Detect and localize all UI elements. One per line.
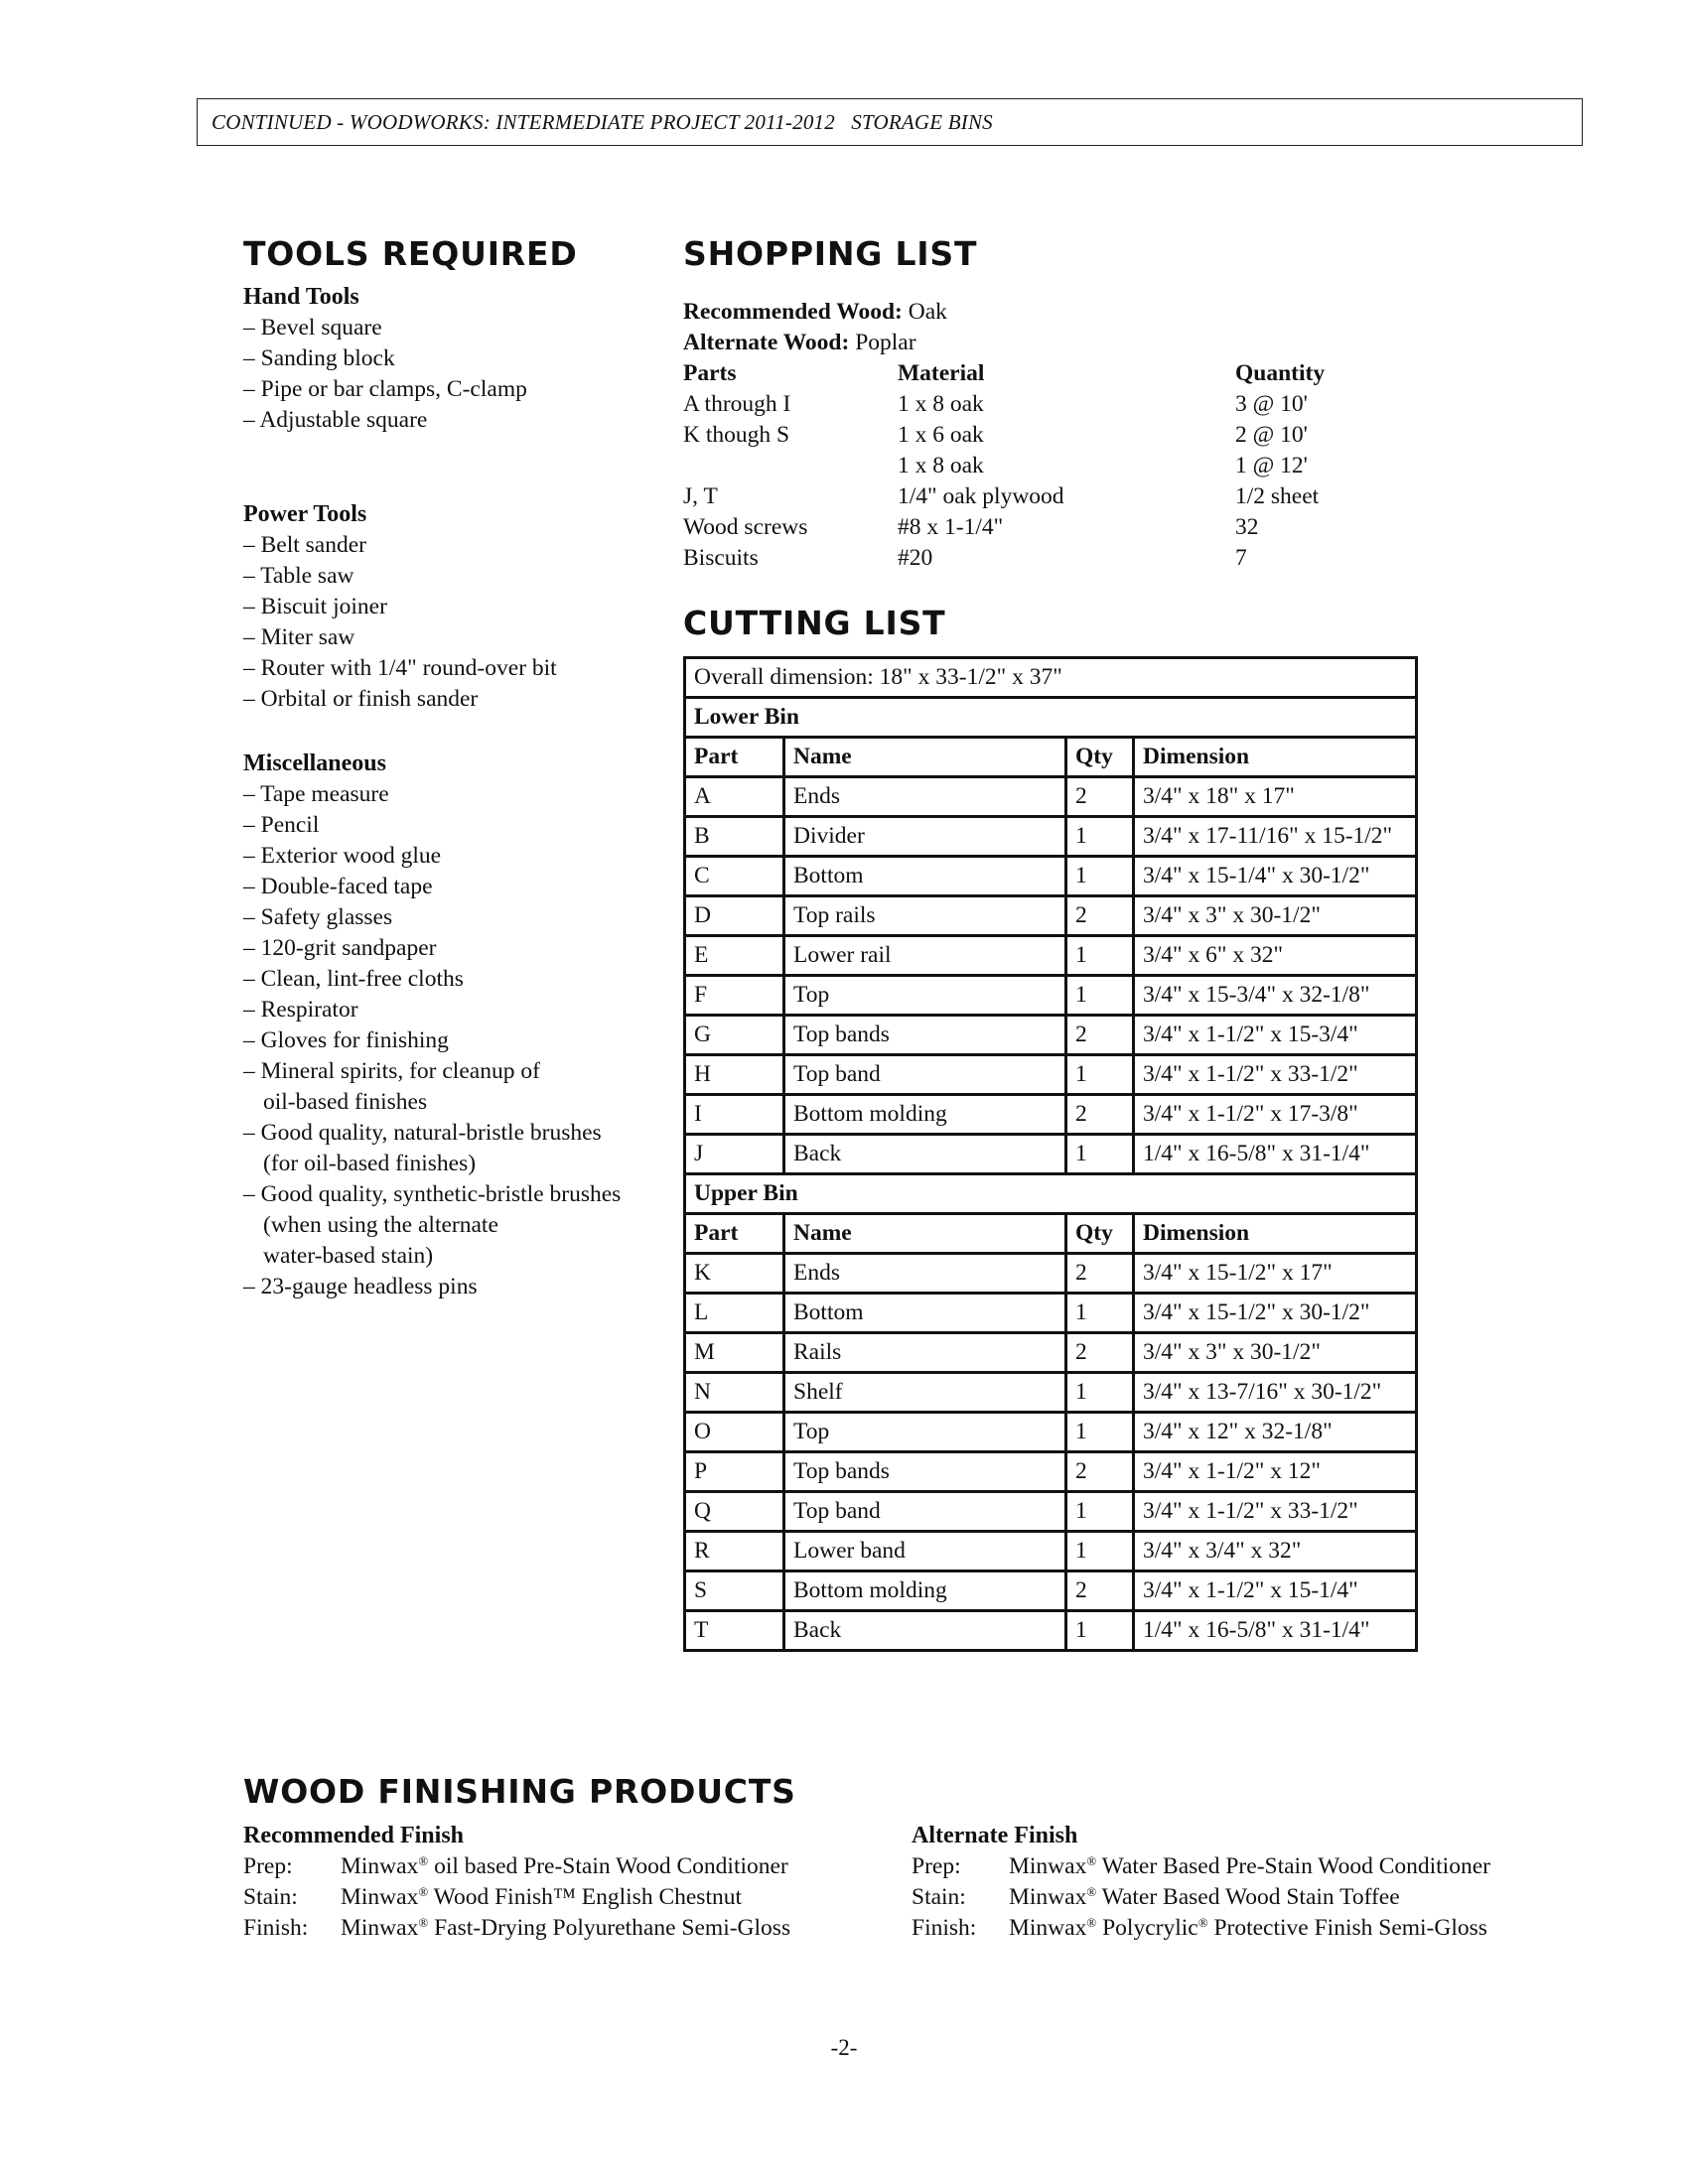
table-row — [685, 1452, 1417, 1492]
shopping-row — [683, 420, 1418, 451]
tools-title: TOOLS REQUIRED — [243, 234, 578, 273]
finish-row — [912, 1882, 1547, 1913]
tool-item: – Double-faced tape — [243, 874, 433, 899]
cell-name: Divider — [784, 817, 1066, 857]
cell-qty: 1 — [1066, 1294, 1134, 1333]
cell-dimension: 3/4" x 1-1/2" x 33-1/2" — [1134, 1492, 1417, 1532]
cell-part: T — [685, 1611, 784, 1651]
recommended-finish-title: Recommended Finish — [243, 1823, 464, 1848]
table-row — [685, 1413, 1417, 1452]
table-row — [685, 1492, 1417, 1532]
recommended-finish-rows — [243, 1851, 859, 1944]
running-header — [197, 98, 1583, 146]
table-row — [685, 857, 1417, 896]
cell-name: Rails — [784, 1333, 1066, 1373]
cell-qty: 2 — [1066, 1333, 1134, 1373]
cell-name: Ends — [784, 777, 1066, 817]
cutting-title: CUTTING LIST — [683, 604, 946, 642]
cell-dimension: 3/4" x 1-1/2" x 33-1/2" — [1134, 1055, 1417, 1095]
overall-dimension-cell: Overall dimension: 18" x 33-1/2" x 37" — [685, 658, 1417, 698]
finish-label: Prep: — [243, 1853, 293, 1879]
table-row — [685, 1016, 1417, 1055]
cell-name: Top bands — [784, 1016, 1066, 1055]
shopping-row — [683, 543, 1418, 574]
cell-part: N — [685, 1373, 784, 1413]
finish-product — [1009, 1851, 1490, 1882]
shopping-part: K though S — [683, 422, 790, 448]
shopping-row — [683, 451, 1418, 481]
table-row — [685, 1532, 1417, 1571]
recommended-finish — [243, 1821, 859, 1944]
table-row — [685, 1611, 1417, 1651]
cutting-header-cell: Qty — [1066, 1214, 1134, 1254]
misc-title: Miscellaneous — [243, 751, 386, 776]
cell-qty: 1 — [1066, 1492, 1134, 1532]
table-row — [685, 1571, 1417, 1611]
power-tools-list — [243, 530, 557, 715]
cell-qty: 1 — [1066, 1532, 1134, 1571]
table-row — [685, 1095, 1417, 1135]
shopping-title: SHOPPING LIST — [683, 234, 978, 273]
cutting-header-row — [685, 738, 1417, 777]
cell-part: B — [685, 817, 784, 857]
cell-name: Bottom molding — [784, 1571, 1066, 1611]
finish-brand: Minwax — [341, 1915, 419, 1941]
shopping-header-row — [683, 358, 1418, 389]
overall-dimension — [685, 658, 1417, 698]
finish-label: Prep: — [912, 1853, 961, 1879]
cell-name: Lower rail — [784, 936, 1066, 976]
registered-mark: ® — [418, 1915, 429, 1930]
cell-name: Top bands — [784, 1452, 1066, 1492]
finish-product-name: Wood Finish™ English Chestnut — [428, 1884, 743, 1910]
recommended-wood-value: Oak — [902, 299, 947, 325]
finish-row — [912, 1913, 1547, 1944]
cell-qty: 2 — [1066, 1452, 1134, 1492]
finish-product — [341, 1851, 788, 1882]
shopping-row — [683, 389, 1418, 420]
alternate-finish — [912, 1821, 1547, 1944]
cell-dimension: 1/4" x 16-5/8" x 31-1/4" — [1134, 1135, 1417, 1174]
power-tools-section — [243, 499, 557, 715]
cell-qty: 2 — [1066, 1095, 1134, 1135]
cell-qty: 1 — [1066, 1413, 1134, 1452]
cell-dimension: 3/4" x 1-1/2" x 15-3/4" — [1134, 1016, 1417, 1055]
shopping-quantity: 32 — [1235, 514, 1259, 540]
finish-label: Stain: — [912, 1884, 966, 1910]
cell-qty: 1 — [1066, 1055, 1134, 1095]
cell-name: Back — [784, 1135, 1066, 1174]
shopping-quantity: 3 @ 10' — [1235, 391, 1308, 417]
tool-item: – Mineral spirits, for cleanup of — [243, 1058, 540, 1084]
finish-product-name: Water Based Pre-Stain Wood Conditioner — [1096, 1853, 1490, 1879]
cutting-header-cell: Name — [784, 1214, 1066, 1254]
shopping-material: #8 x 1-1/4" — [898, 514, 1004, 540]
cutting-header-row — [685, 1214, 1417, 1254]
cell-part: M — [685, 1333, 784, 1373]
cell-dimension: 3/4" x 3" x 30-1/2" — [1134, 1333, 1417, 1373]
cell-qty: 2 — [1066, 1016, 1134, 1055]
cell-name: Bottom — [784, 857, 1066, 896]
shopping-quantity: 2 @ 10' — [1235, 422, 1308, 448]
alternate-wood — [683, 328, 1418, 358]
tool-item: – Pipe or bar clamps, C-clamp — [243, 376, 527, 402]
table-row — [685, 1055, 1417, 1095]
cell-dimension: 3/4" x 12" x 32-1/8" — [1134, 1413, 1417, 1452]
finish-label: Stain: — [243, 1884, 298, 1910]
shopping-rows — [683, 389, 1418, 574]
shopping-header-quantity: Quantity — [1235, 360, 1326, 386]
tool-item: – 23-gauge headless pins — [243, 1274, 478, 1299]
upper-bin-title — [685, 1174, 1417, 1214]
shopping-material: 1 x 6 oak — [898, 422, 984, 448]
cell-name: Top band — [784, 1492, 1066, 1532]
cell-dimension: 1/4" x 16-5/8" x 31-1/4" — [1134, 1611, 1417, 1651]
cell-part: I — [685, 1095, 784, 1135]
finish-product — [341, 1913, 790, 1944]
tool-item-continued: (when using the alternate — [263, 1212, 498, 1238]
tool-item: – Bevel square — [243, 315, 382, 341]
recommended-wood — [683, 297, 1418, 328]
shopping-part: A through I — [683, 391, 791, 417]
tool-item: – Adjustable square — [243, 407, 428, 433]
cell-qty: 1 — [1066, 1373, 1134, 1413]
finish-product-name: Polycrylic — [1096, 1915, 1198, 1941]
cell-dimension: 3/4" x 15-1/2" x 17" — [1134, 1254, 1417, 1294]
cell-name: Top — [784, 976, 1066, 1016]
shopping-header-parts: Parts — [683, 360, 737, 386]
lower-bin-title-cell: Lower Bin — [685, 698, 1417, 738]
cell-qty: 2 — [1066, 896, 1134, 936]
finish-product — [1009, 1882, 1400, 1913]
tool-item: – Pencil — [243, 812, 320, 838]
cell-qty: 2 — [1066, 1254, 1134, 1294]
table-row — [685, 896, 1417, 936]
shopping-row — [683, 512, 1418, 543]
finish-brand: Minwax — [341, 1853, 419, 1879]
cell-part: A — [685, 777, 784, 817]
cell-qty: 1 — [1066, 936, 1134, 976]
tool-item: – 120-grit sandpaper — [243, 935, 437, 961]
shopping-quantity: 1 @ 12' — [1235, 453, 1308, 478]
cell-name: Ends — [784, 1254, 1066, 1294]
cell-qty: 2 — [1066, 777, 1134, 817]
table-row — [685, 1254, 1417, 1294]
cell-dimension: 3/4" x 1-1/2" x 17-3/8" — [1134, 1095, 1417, 1135]
registered-mark: ® — [1197, 1915, 1208, 1930]
misc-section — [243, 749, 621, 1302]
cutting-table — [683, 656, 1418, 1652]
table-row — [685, 777, 1417, 817]
cell-qty: 1 — [1066, 1611, 1134, 1651]
cell-dimension: 3/4" x 17-11/16" x 15-1/2" — [1134, 817, 1417, 857]
cell-part: L — [685, 1294, 784, 1333]
alternate-wood-value: Poplar — [849, 330, 916, 355]
registered-mark: ® — [418, 1884, 429, 1899]
shopping-material: #20 — [898, 545, 933, 571]
lower-bin-title — [685, 698, 1417, 738]
finish-product — [1009, 1913, 1487, 1944]
tool-item: – Good quality, synthetic-bristle brushes — [243, 1181, 622, 1207]
cell-part: P — [685, 1452, 784, 1492]
tool-item: – Tape measure — [243, 781, 389, 807]
finish-product-name-rest: Protective Finish Semi-Gloss — [1207, 1915, 1487, 1941]
table-row — [685, 976, 1417, 1016]
shopping-material: 1 x 8 oak — [898, 391, 984, 417]
cell-part: D — [685, 896, 784, 936]
shopping-row — [683, 481, 1418, 512]
alternate-finish-title: Alternate Finish — [912, 1823, 1078, 1848]
table-row — [685, 1333, 1417, 1373]
table-row — [685, 1294, 1417, 1333]
finish-label: Finish: — [243, 1915, 309, 1941]
cell-part: Q — [685, 1492, 784, 1532]
hand-tools-list — [243, 313, 527, 436]
cell-qty: 1 — [1066, 857, 1134, 896]
cell-name: Back — [784, 1611, 1066, 1651]
table-row — [685, 1373, 1417, 1413]
finish-brand: Minwax — [1009, 1915, 1087, 1941]
tool-item: – Orbital or finish sander — [243, 686, 479, 712]
cell-dimension: 3/4" x 6" x 32" — [1134, 936, 1417, 976]
cell-part: S — [685, 1571, 784, 1611]
cutting-header-cell: Dimension — [1134, 1214, 1417, 1254]
cutting-header-cell: Dimension — [1134, 738, 1417, 777]
alternate-finish-rows — [912, 1851, 1547, 1944]
cell-part: E — [685, 936, 784, 976]
table-row — [685, 817, 1417, 857]
cell-part: C — [685, 857, 784, 896]
alternate-wood-label: Alternate Wood: — [683, 330, 850, 355]
recommended-wood-label: Recommended Wood: — [683, 299, 903, 325]
cell-part: G — [685, 1016, 784, 1055]
cell-part: H — [685, 1055, 784, 1095]
shopping-material: 1/4" oak plywood — [898, 483, 1064, 509]
finish-product-name: Water Based Wood Stain Toffee — [1096, 1884, 1400, 1910]
finish-row — [912, 1851, 1547, 1882]
finish-product-name: Fast-Drying Polyurethane Semi-Gloss — [428, 1915, 791, 1941]
table-row — [685, 936, 1417, 976]
misc-list — [243, 779, 621, 1302]
tool-item: – Belt sander — [243, 532, 366, 558]
cell-dimension: 3/4" x 1-1/2" x 15-1/4" — [1134, 1571, 1417, 1611]
cell-part: O — [685, 1413, 784, 1452]
tool-item: – Sanding block — [243, 345, 395, 371]
tool-item: – Gloves for finishing — [243, 1027, 449, 1053]
tool-item: – Safety glasses — [243, 904, 393, 930]
finish-brand: Minwax — [341, 1884, 419, 1910]
tool-item-continued: (for oil-based finishes) — [263, 1151, 477, 1176]
cell-dimension: 3/4" x 1-1/2" x 12" — [1134, 1452, 1417, 1492]
cell-part: J — [685, 1135, 784, 1174]
shopping-quantity: 1/2 sheet — [1235, 483, 1320, 509]
page-number: -2- — [830, 2035, 858, 2060]
running-header-text: CONTINUED - WOODWORKS: INTERMEDIATE PROJECT 2011-2012 STORAGE BINS — [211, 110, 993, 134]
registered-mark: ® — [1086, 1853, 1097, 1868]
finish-row — [243, 1851, 859, 1882]
tools-column — [243, 282, 527, 436]
tool-item: – Good quality, natural-bristle brushes — [243, 1120, 602, 1146]
shopping-part: Biscuits — [683, 545, 759, 571]
shopping-quantity: 7 — [1235, 545, 1247, 571]
cell-name: Top band — [784, 1055, 1066, 1095]
cell-name: Bottom molding — [784, 1095, 1066, 1135]
cell-qty: 1 — [1066, 817, 1134, 857]
tool-item-continued: water-based stain) — [263, 1243, 434, 1269]
cell-dimension: 3/4" x 3" x 30-1/2" — [1134, 896, 1417, 936]
tool-item-continued: oil-based finishes — [263, 1089, 428, 1115]
finish-brand: Minwax — [1009, 1884, 1087, 1910]
cell-name: Top rails — [784, 896, 1066, 936]
cell-qty: 2 — [1066, 1571, 1134, 1611]
finish-product-name: oil based Pre-Stain Wood Conditioner — [428, 1853, 788, 1879]
power-tools-title: Power Tools — [243, 501, 367, 527]
cell-dimension: 3/4" x 15-1/4" x 30-1/2" — [1134, 857, 1417, 896]
tool-item: – Table saw — [243, 563, 354, 589]
shopping-list — [683, 297, 1418, 574]
cell-dimension: 3/4" x 15-1/2" x 30-1/2" — [1134, 1294, 1417, 1333]
registered-mark: ® — [418, 1853, 429, 1868]
tool-item: – Biscuit joiner — [243, 594, 387, 619]
registered-mark: ® — [1086, 1884, 1097, 1899]
tool-item: – Respirator — [243, 997, 358, 1023]
finishing-title: WOOD FINISHING PRODUCTS — [243, 1772, 796, 1811]
finish-brand: Minwax — [1009, 1853, 1087, 1879]
finish-row — [243, 1913, 859, 1944]
cell-dimension: 3/4" x 3/4" x 32" — [1134, 1532, 1417, 1571]
finish-product — [341, 1882, 742, 1913]
cell-part: F — [685, 976, 784, 1016]
cutting-header-cell: Name — [784, 738, 1066, 777]
shopping-header-material: Material — [898, 360, 985, 386]
cell-name: Bottom — [784, 1294, 1066, 1333]
cutting-header-cell: Part — [685, 1214, 784, 1254]
cell-name: Shelf — [784, 1373, 1066, 1413]
finish-row — [243, 1882, 859, 1913]
shopping-material: 1 x 8 oak — [898, 453, 984, 478]
cell-qty: 1 — [1066, 976, 1134, 1016]
tool-item: – Exterior wood glue — [243, 843, 442, 869]
tool-item: – Clean, lint-free cloths — [243, 966, 464, 992]
cutting-header-cell: Part — [685, 738, 784, 777]
cell-dimension: 3/4" x 18" x 17" — [1134, 777, 1417, 817]
cell-name: Lower band — [784, 1532, 1066, 1571]
cell-part: K — [685, 1254, 784, 1294]
shopping-part: Wood screws — [683, 514, 808, 540]
cell-part: R — [685, 1532, 784, 1571]
table-row — [685, 1135, 1417, 1174]
cell-qty: 1 — [1066, 1135, 1134, 1174]
tool-item: – Router with 1/4" round-over bit — [243, 655, 557, 681]
tool-item: – Miter saw — [243, 624, 355, 650]
shopping-part: J, T — [683, 483, 718, 509]
cell-dimension: 3/4" x 15-3/4" x 32-1/8" — [1134, 976, 1417, 1016]
cutting-header-cell: Qty — [1066, 738, 1134, 777]
finish-label: Finish: — [912, 1915, 977, 1941]
cell-dimension: 3/4" x 13-7/16" x 30-1/2" — [1134, 1373, 1417, 1413]
cell-name: Top — [784, 1413, 1066, 1452]
registered-mark: ® — [1086, 1915, 1097, 1930]
hand-tools-title: Hand Tools — [243, 284, 359, 310]
upper-bin-title-cell: Upper Bin — [685, 1174, 1417, 1214]
